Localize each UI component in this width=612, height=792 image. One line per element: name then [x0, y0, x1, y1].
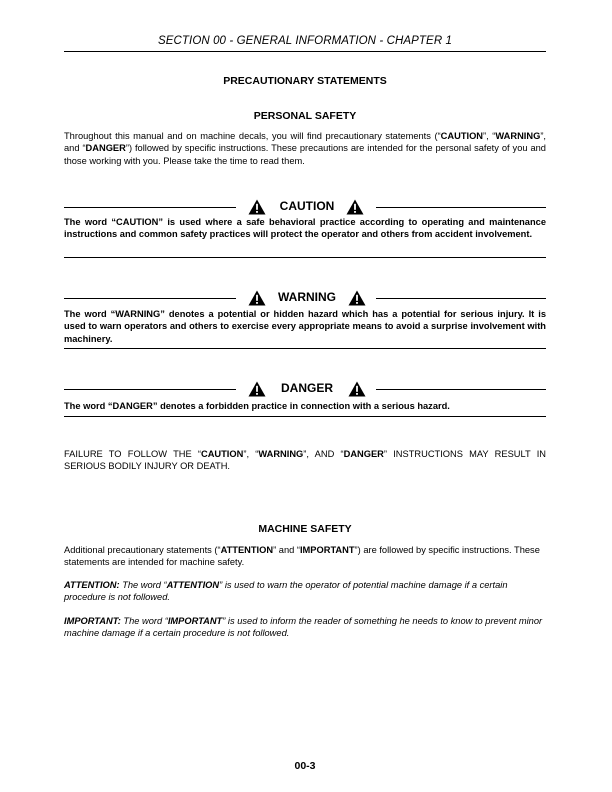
attention-statement: ATTENTION: The word “ATTENTION” is used to warn the operator of potential machine damage if a certain procedure is not followed. [64, 580, 508, 603]
warning-label: WARNING [278, 290, 336, 304]
personal-safety-intro: Throughout this manual and on machine decals, you will find precautionary statements (“CAUTION”, “WARNING”, and “DANGER”) followed by specific instructions. These precautions are intended for the personal safety of you and those working with you. Please take the time to read them. [64, 131, 546, 166]
warning-right-line [376, 298, 546, 299]
warning-triangle-icon [348, 290, 366, 306]
header-rule [64, 51, 546, 52]
section-header: SECTION 00 - GENERAL INFORMATION - CHAPTER 1 [157, 35, 453, 47]
caution-bottom-rule [64, 257, 546, 258]
important-statement: IMPORTANT: The word “IMPORTANT” is used to inform the reader of something he needs to know to prevent minor machine damage if a certain procedure is not followed. [64, 616, 543, 639]
precautionary-title: PRECAUTIONARY STATEMENTS [223, 75, 387, 87]
caution-right-line [376, 207, 546, 208]
warning-triangle-icon [346, 199, 364, 215]
machine-safety-title: MACHINE SAFETY [258, 523, 352, 535]
warning-bottom-rule [64, 348, 546, 349]
caution-left-line [64, 207, 236, 208]
warning-triangle-icon [348, 381, 366, 397]
machine-safety-intro: Additional precautionary statements (“ATTENTION” and “IMPORTANT”) are followed by specific instructions. These statements are intended for machine safety. [64, 545, 540, 568]
warning-triangle-icon [248, 290, 266, 306]
danger-bottom-rule [64, 416, 546, 417]
personal-safety-title: PERSONAL SAFETY [253, 110, 357, 122]
danger-text: The word “DANGER” denotes a forbidden practice in connection with a serious hazard. [64, 401, 450, 411]
caution-text: The word “CAUTION” is used where a safe behavioral practice according to operating and maintenance instructions and common safety practices will protect the operator and others from accident involvement. [64, 217, 546, 240]
warning-triangle-icon [248, 199, 266, 215]
warning-text: The word “WARNING” denotes a potential or hidden hazard which has a potential for serious injury. It is used to warn operators and others to exercise every appropriate means to avoid a surprise involvement with machinery. [64, 309, 546, 344]
warning-left-line [64, 298, 236, 299]
danger-right-line [376, 389, 546, 390]
danger-label: DANGER [280, 381, 333, 395]
failure-statement: FAILURE TO FOLLOW THE “CAUTION”, “WARNING”, AND “DANGER” INSTRUCTIONS MAY RESULT IN SERIOUS BODILY INJURY OR DEATH. [64, 449, 547, 472]
page-number: 00-3 [294, 760, 316, 772]
caution-label: CAUTION [279, 199, 335, 213]
danger-left-line [64, 389, 236, 390]
warning-triangle-icon [248, 381, 266, 397]
